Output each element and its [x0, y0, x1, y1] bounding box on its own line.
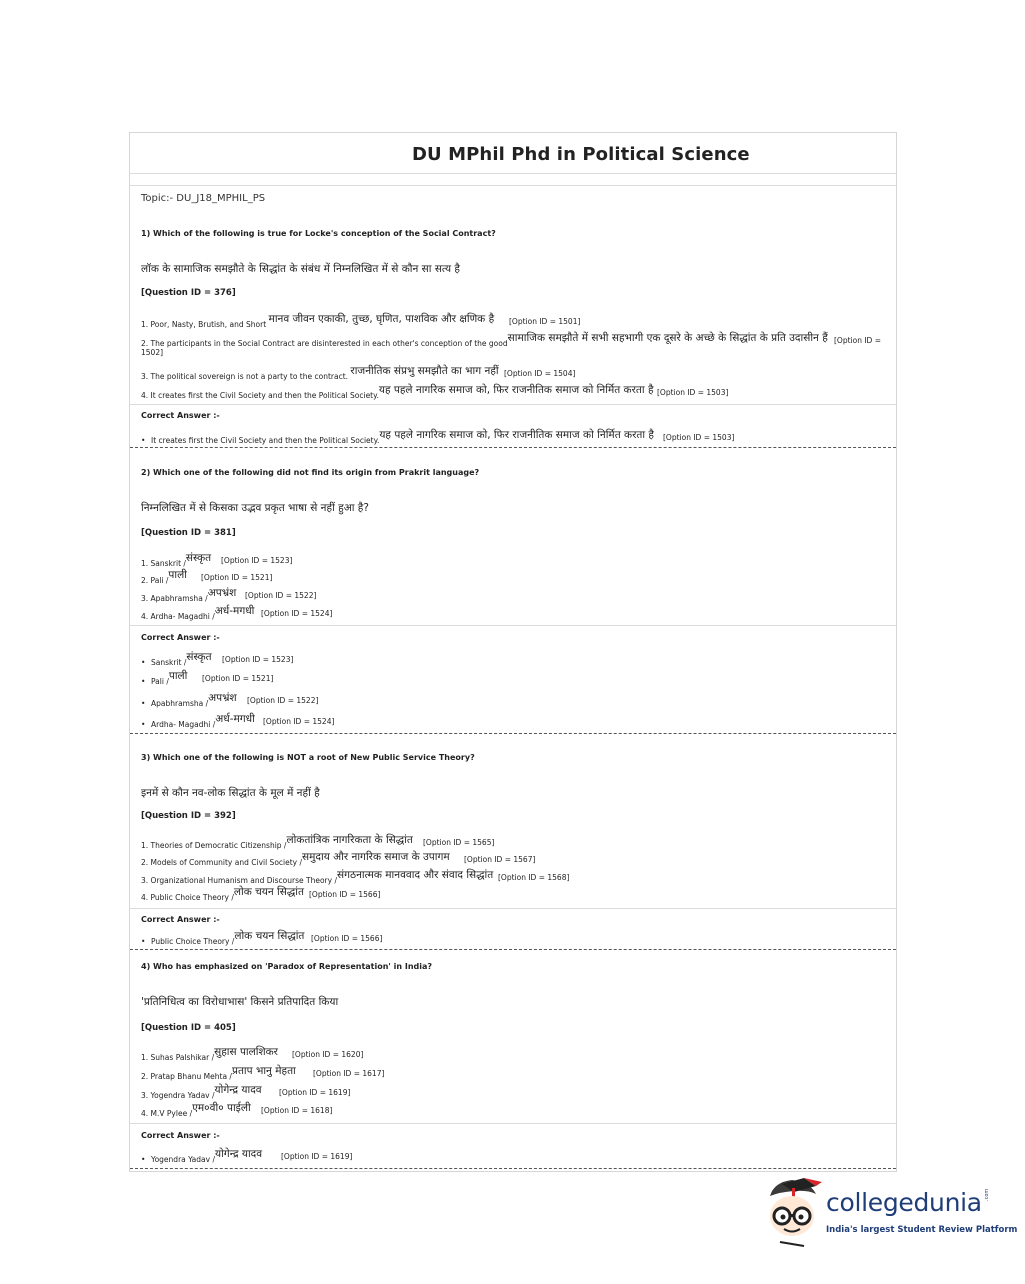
q3-option-1 — [141, 834, 495, 852]
correct-answer-label: Correct Answer :- — [141, 915, 220, 924]
topic-label: Topic:- DU_J18_MPHIL_PS — [141, 193, 266, 204]
q4-option-4 — [141, 1102, 333, 1120]
option-id: [Option ID = 1522] — [245, 591, 317, 600]
option-en: 4. Public Choice Theory / — [141, 893, 234, 902]
option-en: 2. Models of Community and Civil Society / — [141, 858, 303, 867]
section-separator — [130, 625, 896, 626]
q1-option-2 — [141, 332, 881, 357]
document-page — [129, 132, 897, 1172]
collegedunia-logo — [764, 1176, 1018, 1246]
question-divider — [130, 1168, 896, 1169]
question-3-id: [Question ID = 392] — [141, 811, 236, 821]
option-hi: यह पहले नागरिक समाज को, फिर राजनीतिक समाज को निर्मित करता है — [378, 384, 654, 396]
option-hi: प्रताप भानु मेहता — [231, 1065, 296, 1077]
answer-en: Apabhramsha / — [151, 699, 209, 708]
option-id: [Option ID = 1617] — [313, 1069, 385, 1078]
q3-option-4 — [141, 886, 381, 904]
section-separator — [130, 1123, 896, 1124]
option-hi: लोकतांत्रिक नागरिकता के सिद्धांत — [286, 834, 413, 846]
bullet-icon: • — [141, 1155, 146, 1164]
answer-option-id: [Option ID = 1522] — [247, 696, 319, 705]
answer-en: It creates first the Civil Society and then the Political Society. — [151, 436, 380, 445]
option-hi: सामाजिक समझौते में सभी सहभागी एक दूसरे के अच्छे के सिद्धांत के प्रति उदासीन हैं — [507, 332, 828, 344]
option-en: 1. Suhas Palshikar / — [141, 1053, 215, 1062]
q4-option-3 — [141, 1084, 351, 1102]
q2-option-4 — [141, 605, 333, 623]
option-id: [Option ID = 1504] — [504, 369, 576, 378]
correct-answer-label: Correct Answer :- — [141, 411, 220, 420]
option-id: [Option ID = 1619] — [279, 1088, 351, 1097]
option-en: 2. Pali / — [141, 576, 169, 585]
option-id: [Option ID = 1523] — [221, 556, 293, 565]
option-hi: संगठनात्मक मानववाद और संवाद सिद्धांत — [336, 869, 494, 881]
bullet-icon: • — [141, 720, 146, 729]
option-hi: एम०वी० पाईली — [192, 1102, 251, 1114]
answer-en: Pali / — [151, 677, 169, 686]
question-1-hindi: लॉक के सामाजिक समझौते के सिद्धांत के संबंध में निम्नलिखित में से कौन सा सत्य है — [141, 263, 460, 275]
option-id-continued: 1502] — [141, 348, 164, 357]
option-en: 3. Yogendra Yadav / — [141, 1091, 215, 1100]
option-en: 3. The political sovereign is not a party to the contract. — [141, 372, 349, 381]
option-en: 3. Apabhramsha / — [141, 594, 208, 603]
question-2-text: 2) Which one of the following did not find its origin from Prakrit language? — [141, 468, 480, 477]
section-separator — [130, 404, 896, 405]
option-hi: पाली — [168, 569, 187, 581]
option-en: 4. Ardha- Magadhi / — [141, 612, 215, 621]
option-id: [Option ID = 1565] — [423, 838, 495, 847]
answer-hi: संस्कृत — [186, 651, 212, 663]
q2-option-2 — [141, 569, 273, 587]
option-en: 4. It creates first the Civil Society and then the Political Society. — [141, 391, 379, 400]
answer-en: Public Choice Theory / — [151, 937, 235, 946]
q2-answer-3 — [141, 692, 319, 710]
option-id: [Option ID = 1568] — [498, 873, 570, 882]
spacer-row — [130, 173, 896, 186]
option-en: 1. Theories of Democratic Citizenship / — [141, 841, 287, 850]
logo-tagline: India's largest Student Review Platform — [826, 1225, 1018, 1235]
option-hi: सुहास पालशिकर — [214, 1046, 278, 1058]
option-id: [Option ID = 1567] — [464, 855, 536, 864]
q1-option-1 — [141, 313, 581, 331]
option-en: 1. Poor, Nasty, Brutish, and Short — [141, 320, 267, 329]
bullet-icon: • — [141, 699, 146, 708]
answer-en: Ardha- Magadhi / — [151, 720, 216, 729]
question-divider — [130, 733, 896, 734]
option-hi: मानव जीवन एकाकी, तुच्छ, घृणित, पाशविक और क्षणिक है — [268, 313, 495, 325]
question-3-text: 3) Which one of the following is NOT a root of New Public Service Theory? — [141, 753, 475, 762]
option-id: [Option ID = 1501] — [509, 317, 581, 326]
option-en: 2. Pratap Bhanu Mehta / — [141, 1072, 232, 1081]
answer-option-id: [Option ID = 1523] — [222, 655, 294, 664]
q4-option-2 — [141, 1065, 385, 1083]
logo-wordmark: collegedunia — [826, 1188, 982, 1217]
option-en: 3. Organizational Humanism and Discourse Theory / — [141, 876, 337, 885]
answer-hi: पाली — [168, 670, 188, 682]
q2-option-3 — [141, 587, 317, 605]
q3-option-2 — [141, 851, 536, 869]
q1-option-3 — [141, 365, 576, 383]
option-id: [Option ID = 1566] — [309, 890, 381, 899]
question-divider — [130, 447, 896, 448]
q3-answer-1 — [141, 930, 383, 948]
option-id: [Option ID = 1503] — [657, 388, 729, 397]
q1-answer-1 — [141, 429, 735, 447]
answer-hi: लोक चयन सिद्धांत — [234, 930, 305, 942]
question-4-hindi: 'प्रतिनिधित्व का विरोधाभास' किसने प्रतिपादित किया — [141, 996, 339, 1008]
bullet-icon: • — [141, 677, 146, 686]
option-id: [Option ID = — [834, 336, 881, 345]
answer-hi: योगेन्द्र यादव — [214, 1148, 263, 1160]
question-3-hindi: इनमें से कौन नव-लोक सिद्धांत के मूल में नहीं है — [141, 787, 320, 799]
question-4-text: 4) Who has emphasized on 'Paradox of Representation' in India? — [141, 962, 433, 971]
question-divider — [130, 949, 896, 950]
answer-option-id: [Option ID = 1503] — [663, 433, 735, 442]
option-hi: अपभ्रंश — [207, 587, 237, 599]
option-id: [Option ID = 1620] — [292, 1050, 364, 1059]
q2-answer-1 — [141, 651, 294, 669]
option-en: 2. The participants in the Social Contract are disinterested in each other's conception of the good — [141, 339, 508, 348]
q1-option-4 — [141, 384, 729, 402]
q4-answer-1 — [141, 1148, 353, 1166]
answer-en: Sanskrit / — [151, 658, 187, 667]
q3-option-3 — [141, 869, 570, 887]
q4-option-1 — [141, 1046, 364, 1064]
answer-en: Yogendra Yadav / — [151, 1155, 215, 1164]
option-hi: समुदाय और नागरिक समाज के उपागम — [302, 851, 450, 863]
mascot-icon — [764, 1176, 824, 1248]
answer-option-id: [Option ID = 1566] — [311, 934, 383, 943]
answer-hi: अपभ्रंश — [208, 692, 237, 704]
q2-option-1 — [141, 552, 293, 570]
q2-answer-2 — [141, 670, 274, 688]
option-id: [Option ID = 1618] — [261, 1106, 333, 1115]
logo-dotcom: .com — [984, 1188, 990, 1201]
option-id: [Option ID = 1524] — [261, 609, 333, 618]
question-1-id: [Question ID = 376] — [141, 288, 236, 298]
correct-answer-label: Correct Answer :- — [141, 1131, 220, 1140]
bullet-icon: • — [141, 436, 146, 445]
answer-hi: यह पहले नागरिक समाज को, फिर राजनीतिक समाज को निर्मित करता है — [379, 429, 654, 441]
option-id: [Option ID = 1521] — [201, 573, 273, 582]
option-hi: अर्ध-मगधी — [214, 605, 255, 617]
question-1-text: 1) Which of the following is true for Locke's conception of the Social Contract? — [141, 229, 496, 238]
question-2-hindi: निम्नलिखित में से किसका उद्भव प्रकृत भाषा से नहीं हुआ है? — [141, 502, 369, 514]
option-en: 1. Sanskrit / — [141, 559, 186, 568]
answer-option-id: [Option ID = 1521] — [202, 674, 274, 683]
answer-hi: अर्ध-मगधी — [215, 713, 255, 725]
answer-option-id: [Option ID = 1619] — [281, 1152, 353, 1161]
correct-answer-label: Correct Answer :- — [141, 633, 220, 642]
bullet-icon: • — [141, 658, 146, 667]
section-separator — [130, 908, 896, 909]
question-4-id: [Question ID = 405] — [141, 1023, 236, 1033]
bullet-icon: • — [141, 937, 146, 946]
option-hi: योगेन्द्र यादव — [214, 1084, 262, 1096]
option-hi: राजनीतिक संप्रभु समझौते का भाग नहीं — [350, 365, 499, 377]
answer-option-id: [Option ID = 1524] — [263, 717, 335, 726]
title-row — [130, 133, 896, 174]
option-hi: लोक चयन सिद्धांत — [233, 886, 304, 898]
document-title: DU MPhil Phd in Political Science — [412, 144, 750, 165]
q2-answer-4 — [141, 713, 335, 731]
option-hi: संस्कृत — [185, 552, 212, 564]
question-2-id: [Question ID = 381] — [141, 528, 236, 538]
option-en: 4. M.V Pylee / — [141, 1109, 193, 1118]
